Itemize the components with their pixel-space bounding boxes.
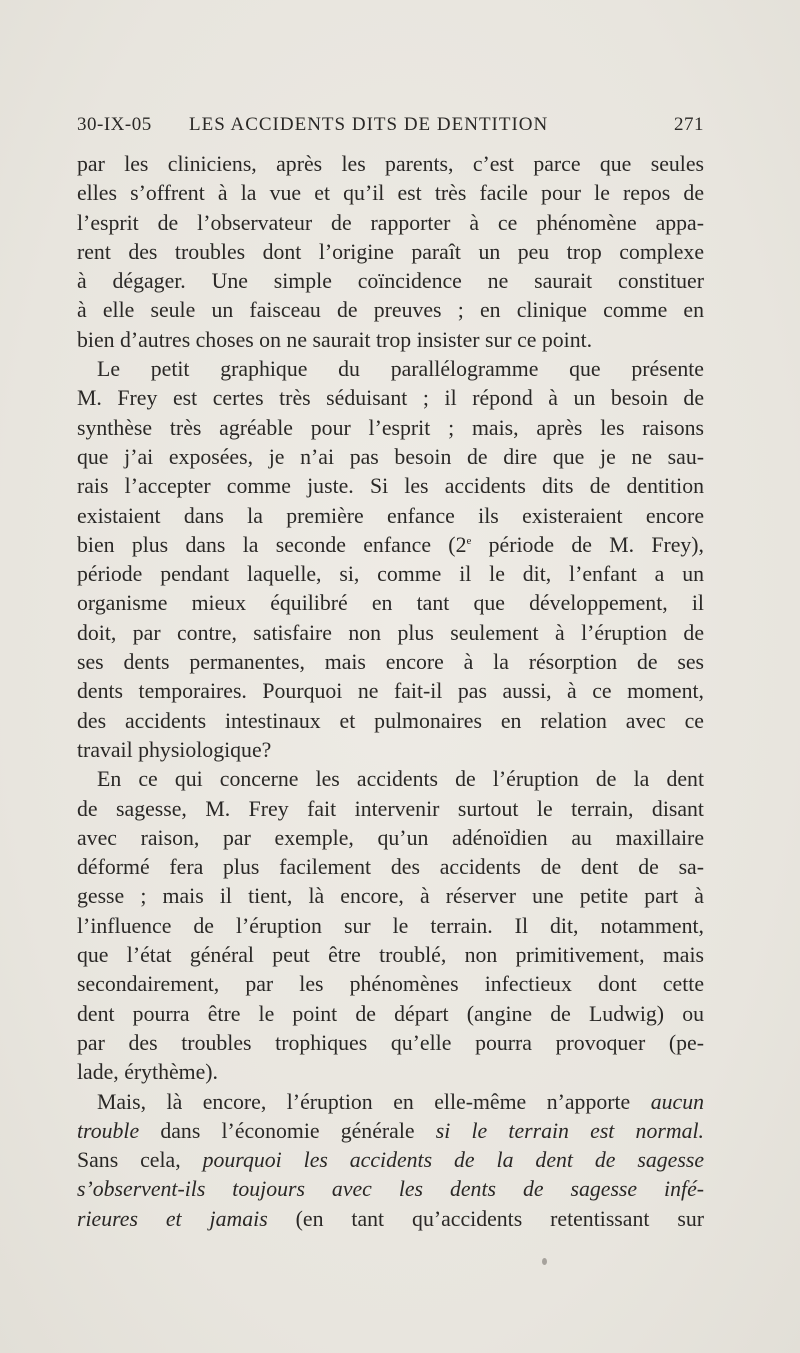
text-line: dent pourra être le point de départ (angine de Ludwig) ou bbox=[77, 1001, 704, 1026]
text-line: elles s’offrent à la vue et qu’il est très facile pour le repos de bbox=[77, 181, 704, 206]
italic-segment: rieures et jamais bbox=[77, 1206, 268, 1231]
italic-segment: si le terrain est normal. bbox=[435, 1118, 704, 1143]
running-header bbox=[77, 114, 704, 144]
text-line: l’esprit de l’observateur de rapporter à ce phénomène appa- bbox=[77, 210, 704, 235]
text-line: doit, par contre, satisfaire non plus seulement à l’éruption de bbox=[77, 620, 704, 645]
text-segment: Mais, là encore, l’éruption en elle-même n’apporte bbox=[97, 1089, 651, 1114]
text-line: dents temporaires. Pourquoi ne fait-il pas aussi, à ce moment, bbox=[77, 679, 704, 704]
text-line: à elle seule un faisceau de preuves ; en clinique comme en bbox=[77, 298, 704, 323]
italic-segment: aucun bbox=[650, 1089, 704, 1114]
text-line: gesse ; mais il tient, là encore, à réserver une petite part à bbox=[77, 884, 704, 909]
text-segment: bien plus dans la seconde enfance (2 bbox=[77, 532, 467, 557]
text-line: Le petit graphique du parallélogramme que présente bbox=[97, 357, 704, 382]
text-line: par des troubles trophiques qu’elle pourra provoquer (pe- bbox=[77, 1030, 704, 1055]
header-date: 30-IX-05 bbox=[77, 114, 152, 135]
text-line: que l’état général peut être troublé, non primitivement, mais bbox=[77, 943, 704, 968]
text-line bbox=[77, 531, 704, 560]
text-segment: Sans cela, bbox=[77, 1148, 203, 1173]
text-line: rais l’accepter comme juste. Si les accidents dits de dentition bbox=[77, 474, 704, 499]
text-line: En ce qui concerne les accidents de l’éruption de la dent bbox=[97, 767, 704, 792]
text-line: ses dents permanentes, mais encore à la résorption de ses bbox=[77, 650, 704, 675]
text-line: avec raison, par exemple, qu’un adénoïdien au maxillaire bbox=[77, 825, 704, 850]
text-line: existaient dans la première enfance ils existeraient encore bbox=[77, 503, 704, 528]
text-line bbox=[77, 1088, 704, 1117]
text-line: de sagesse, M. Frey fait intervenir surtout le terrain, disant bbox=[77, 796, 704, 821]
paper-speck bbox=[542, 1258, 547, 1265]
text-line: que j’ai exposées, je n’ai pas besoin de dire que je ne sau- bbox=[77, 444, 704, 469]
text-line: organisme mieux équilibré en tant que développement, il bbox=[77, 591, 704, 616]
text-line: période pendant laquelle, si, comme il le dit, l’enfant a un bbox=[77, 562, 704, 587]
italic-segment: trouble bbox=[77, 1118, 140, 1143]
text-line: l’influence de l’éruption sur le terrain. Il dit, notamment, bbox=[77, 913, 704, 938]
text-segment: (en tant qu’accidents retentissant sur bbox=[267, 1206, 704, 1231]
text-line: bien d’autres choses on ne saurait trop insister sur ce point. bbox=[77, 327, 593, 352]
text-line bbox=[77, 1117, 704, 1146]
text-segment: période de M. Frey), bbox=[471, 532, 704, 557]
text-line: M. Frey est certes très séduisant ; il répond à un besoin de bbox=[77, 386, 704, 411]
header-title: LES ACCIDENTS DITS DE DENTITION bbox=[189, 114, 549, 135]
italic-segment: pourquoi les accidents de la dent de sagesse bbox=[202, 1148, 704, 1173]
superscript: e bbox=[466, 534, 472, 547]
text-line: travail physiologique? bbox=[77, 737, 272, 762]
text-line: lade, érythème). bbox=[77, 1060, 218, 1085]
text-segment: dans l’économie générale bbox=[139, 1118, 436, 1143]
body-text bbox=[77, 150, 704, 1234]
text-line: déformé fera plus facilement des accidents de dent de sa- bbox=[77, 855, 704, 880]
text-line bbox=[77, 1175, 704, 1204]
text-line bbox=[77, 1146, 704, 1175]
text-line: des accidents intestinaux et pulmonaires en relation avec ce bbox=[77, 708, 704, 733]
text-line: secondairement, par les phénomènes infectieux dont cette bbox=[77, 972, 704, 997]
text-line: par les cliniciens, après les parents, c’est parce que seules bbox=[77, 152, 704, 176]
italic-segment: s’observent-ils toujours avec les dents de sagesse infé- bbox=[77, 1177, 704, 1202]
text-line: synthèse très agréable pour l’esprit ; mais, après les raisons bbox=[77, 415, 704, 440]
page-number: 271 bbox=[674, 114, 704, 135]
text-line: à dégager. Une simple coïncidence ne saurait constituer bbox=[77, 269, 704, 294]
text-line bbox=[77, 1205, 704, 1234]
text-line: rent des troubles dont l’origine paraît un peu trop complexe bbox=[77, 239, 704, 264]
